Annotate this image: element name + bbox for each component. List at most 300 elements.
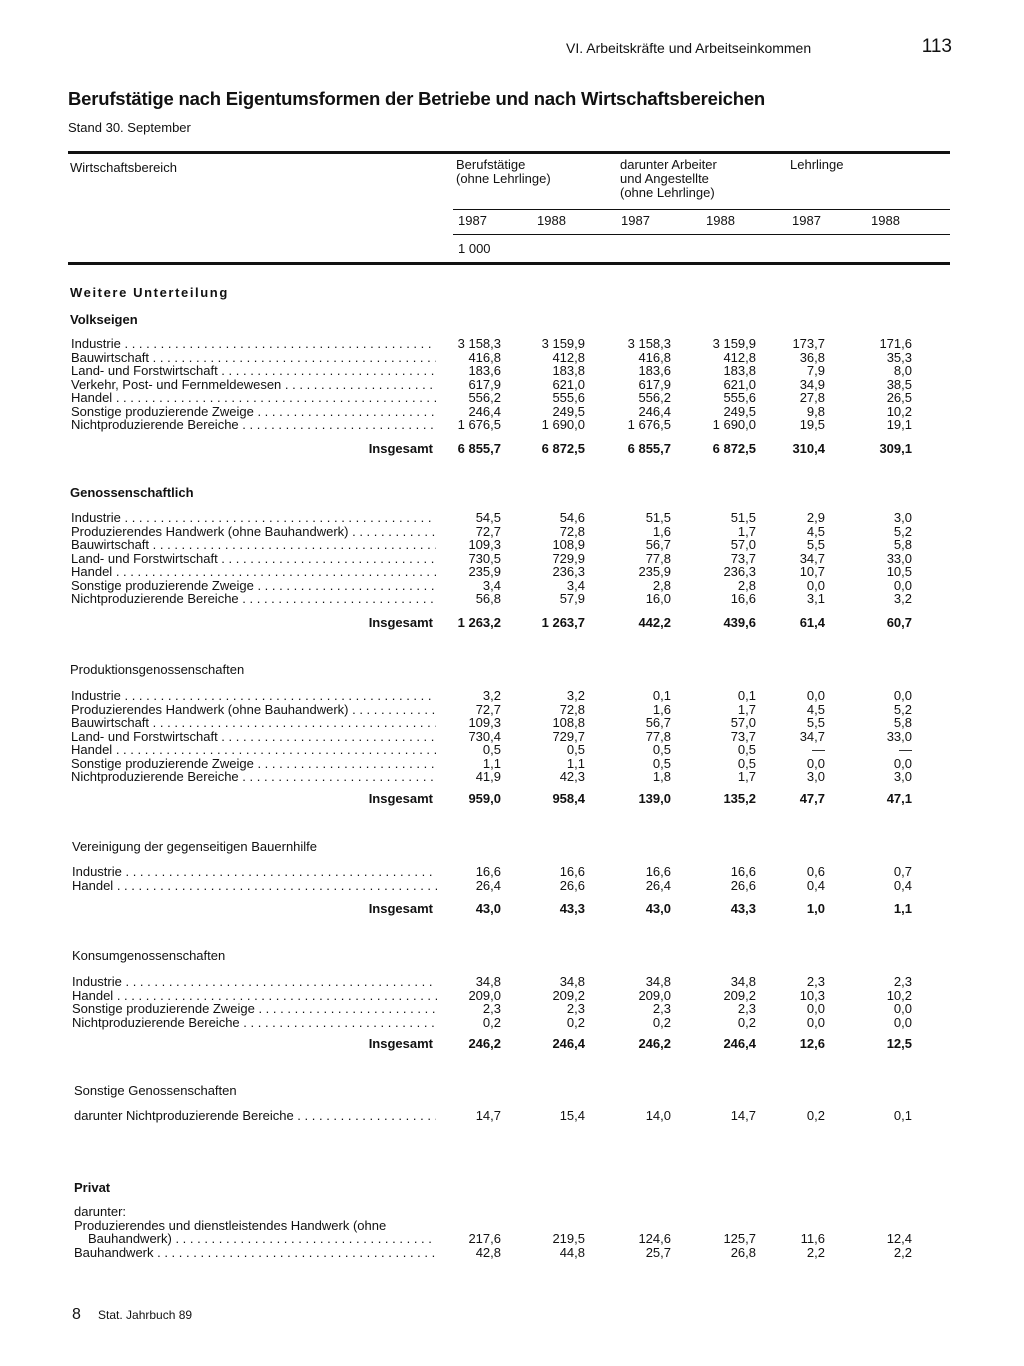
section-heading-privat: Privat: [74, 1180, 111, 1195]
year-header: 1987: [621, 213, 650, 228]
cell: 0,5: [652, 742, 671, 757]
cell: 16,6: [645, 864, 671, 879]
cell: 412,8: [723, 349, 756, 365]
row-label: Produzierendes Handwerk (ohne Bauhandwerk) . . .: [71, 525, 436, 539]
subdivision-heading: Weitere Unterteilung: [70, 285, 229, 300]
row-label: Handel . . .: [71, 391, 436, 405]
total-cell: 958,4: [552, 791, 585, 806]
row-label: Industrie . . .: [71, 689, 436, 703]
cell: 0,0: [893, 688, 912, 703]
cell: 217,6: [468, 1231, 501, 1246]
table-row: [0, 418, 1024, 432]
cell: 34,7: [799, 728, 825, 744]
cell: 77,8: [645, 550, 671, 566]
cell: 171,6: [879, 336, 912, 351]
cell: 10,5: [886, 564, 912, 579]
total-cell: 60,7: [886, 615, 912, 630]
cell: 72,7: [475, 523, 501, 539]
cell: 3 158,3: [457, 336, 501, 351]
cell: 0,5: [566, 742, 585, 757]
cell: —: [812, 742, 825, 757]
unit-label: 1 000: [458, 241, 491, 256]
cell: 2,3: [482, 1001, 501, 1016]
cell: 57,9: [559, 591, 585, 606]
section-heading-bauernhilfe: Vereinigung der gegenseitigen Bauernhilfe: [72, 839, 318, 854]
cell: 33,0: [886, 728, 912, 744]
cell: 10,3: [799, 987, 825, 1003]
row-label: Produzierendes Handwerk (ohne Bauhandwerk) . . .: [71, 703, 436, 717]
year-header: 1988: [871, 213, 900, 228]
cell: 5,8: [893, 537, 912, 552]
cell: 1,7: [737, 523, 756, 539]
row-label: Industrie . . .: [72, 865, 437, 879]
table-row: [0, 865, 1024, 879]
cell: 26,5: [886, 390, 912, 405]
total-cell: 43,0: [475, 901, 501, 916]
cell: 1 676,5: [627, 417, 671, 432]
cell: 555,6: [552, 390, 585, 405]
row-label-line1: Produzierendes und dienstleistendes Handwerk (ohne: [74, 1218, 387, 1233]
table-row: [0, 525, 1024, 539]
cell: 38,5: [886, 376, 912, 392]
cell: 109,3: [468, 537, 501, 552]
section-heading-sonstige-genossenschaften: Sonstige Genossenschaften: [74, 1083, 237, 1098]
total-cell: 246,2: [468, 1036, 501, 1051]
cell: 26,8: [730, 1245, 756, 1260]
column-header-workers-line1: darunter Arbeiter: [620, 157, 717, 172]
footer-text: Stat. Jahrbuch 89: [98, 1308, 193, 1322]
row-label: Handel . . .: [71, 743, 436, 757]
total-row: [0, 792, 1024, 806]
table-row: [0, 1246, 1024, 1260]
cell: 34,8: [730, 974, 756, 989]
row-label: Land- und Forstwirtschaft . . .: [71, 364, 436, 378]
cell: 1,1: [482, 755, 501, 771]
cell: 3,0: [893, 510, 912, 525]
year-header: 1987: [458, 213, 487, 228]
total-label: Insgesamt: [368, 1036, 433, 1051]
table-row: [0, 989, 1024, 1003]
cell: 14,0: [645, 1108, 671, 1123]
year-header: 1988: [706, 213, 735, 228]
section-heading-produktionsgenossenschaften: Produktionsgenossenschaften: [70, 662, 245, 677]
column-header-workers: [620, 158, 717, 200]
cell: 0,0: [893, 755, 912, 771]
table-row: [0, 579, 1024, 593]
row-label: Land- und Forstwirtschaft . . .: [71, 730, 436, 744]
cell: —: [899, 742, 912, 757]
cell: 109,3: [468, 715, 501, 730]
cell: 0,0: [806, 688, 825, 703]
cell: 14,7: [730, 1108, 756, 1123]
cell: 124,6: [638, 1231, 671, 1246]
cell: 34,8: [559, 974, 585, 989]
page-title: Berufstätige nach Eigentumsformen der Betriebe und nach Wirtschaftsbereichen: [68, 88, 766, 109]
row-label: Nichtproduzierende Bereiche . . .: [71, 418, 436, 432]
total-label: Insgesamt: [368, 901, 433, 916]
cell: 1,8: [652, 769, 671, 784]
total-cell: 47,7: [799, 791, 825, 806]
cell: 34,7: [799, 550, 825, 566]
cell: 12,4: [886, 1231, 912, 1246]
cell: 2,3: [806, 974, 825, 989]
cell: 209,2: [552, 987, 585, 1003]
cell: 0,6: [806, 864, 825, 879]
table-header-bottom-rule: [68, 262, 950, 265]
cell: 26,4: [645, 877, 671, 893]
total-cell: 43,3: [730, 901, 756, 916]
table-row: [0, 592, 1024, 606]
row-label: Industrie . . .: [72, 975, 437, 989]
cell: 617,9: [468, 376, 501, 392]
cell: 621,0: [723, 376, 756, 392]
total-cell: 1,1: [893, 901, 912, 916]
footer-sheet-number: 8: [72, 1306, 81, 1323]
total-cell: 246,2: [638, 1036, 671, 1051]
cell: 2,9: [806, 510, 825, 525]
cell: 0,2: [482, 1014, 501, 1030]
total-cell: 12,6: [799, 1036, 825, 1051]
page-number: 113: [921, 36, 952, 57]
cell: 36,8: [799, 349, 825, 365]
row-label: Nichtproduzierende Bereiche . . .: [71, 770, 436, 784]
cell: 44,8: [559, 1245, 585, 1260]
cell: 0,5: [737, 755, 756, 771]
row-label: Bauwirtschaft . . .: [71, 351, 436, 365]
cell: 235,9: [638, 564, 671, 579]
table-row: [0, 511, 1024, 525]
cell: 249,5: [723, 403, 756, 419]
cell: 42,8: [475, 1245, 501, 1260]
cell: 25,7: [645, 1245, 671, 1260]
cell: 5,5: [806, 715, 825, 730]
cell: 0,4: [893, 877, 912, 893]
total-row: [0, 1037, 1024, 1051]
cell: 125,7: [723, 1231, 756, 1246]
table-row: [0, 703, 1024, 717]
cell: 0,5: [482, 742, 501, 757]
column-header-workers-line3: (ohne Lehrlinge): [620, 185, 715, 200]
cell: 1 676,5: [457, 417, 501, 432]
cell: 2,2: [893, 1245, 912, 1260]
cell: 3,4: [566, 577, 585, 593]
cell: 8,0: [893, 363, 912, 378]
cell: 1,6: [652, 523, 671, 539]
total-cell: 1 263,2: [457, 615, 501, 630]
column-header-employed-line2: (ohne Lehrlinge): [456, 171, 551, 186]
cell: 26,6: [730, 877, 756, 893]
year-header: 1988: [537, 213, 566, 228]
running-header-section: VI. Arbeitskräfte und Arbeitseinkommen: [566, 40, 812, 56]
row-label: Sonstige produzierende Zweige . . .: [72, 1002, 437, 1016]
cell: 0,1: [652, 688, 671, 703]
cell: 11,6: [800, 1231, 825, 1246]
row-label: Land- und Forstwirtschaft . . .: [71, 552, 436, 566]
year-header: 1987: [792, 213, 821, 228]
row-label: Handel . . .: [72, 879, 437, 893]
row-label: Verkehr, Post- und Fernmeldewesen . . .: [71, 378, 436, 392]
cell: 235,9: [468, 564, 501, 579]
cell: 19,5: [799, 417, 825, 432]
cell: 16,6: [730, 864, 756, 879]
total-cell: 442,2: [638, 615, 671, 630]
table-top-rule: [68, 151, 950, 154]
table-row: [0, 716, 1024, 730]
total-cell: 6 872,5: [712, 441, 756, 456]
cell: 0,2: [806, 1108, 825, 1123]
table-row: [0, 337, 1024, 351]
cell: 1,7: [737, 701, 756, 717]
row-label: Industrie . . .: [71, 337, 436, 351]
cell: 57,0: [730, 715, 756, 730]
cell: 621,0: [552, 376, 585, 392]
cell: 16,6: [730, 591, 756, 606]
cell: 0,4: [806, 877, 825, 893]
cell: 77,8: [645, 728, 671, 744]
table-row: [0, 552, 1024, 566]
cell: 236,3: [552, 564, 585, 579]
total-cell: 12,5: [886, 1036, 912, 1051]
cell: 2,3: [652, 1001, 671, 1016]
row-label: Industrie . . .: [71, 511, 436, 525]
cell: 3,2: [893, 591, 912, 606]
section-heading-volkseigen: Volkseigen: [70, 312, 138, 327]
table-row: [0, 689, 1024, 703]
column-header-employed-line1: Berufstätige: [456, 157, 526, 172]
row-label: Nichtproduzierende Bereiche . . .: [72, 1016, 437, 1030]
cell: 3,1: [806, 591, 825, 606]
cell: 72,8: [559, 523, 585, 539]
table-row: [0, 1109, 1024, 1123]
section-heading-genossenschaftlich: Genossenschaftlich: [70, 485, 194, 500]
cell: 16,6: [475, 864, 501, 879]
cell: 0,1: [893, 1108, 912, 1123]
darunter-label: darunter:: [74, 1204, 127, 1219]
cell: 729,9: [552, 550, 585, 566]
total-cell: 246,4: [723, 1036, 756, 1051]
row-label: Sonstige produzierende Zweige . . .: [71, 579, 436, 593]
cell: 0,7: [893, 864, 912, 879]
cell: 35,3: [886, 349, 912, 365]
cell: 2,3: [737, 1001, 756, 1016]
cell: 57,0: [730, 537, 756, 552]
cell: 209,0: [638, 987, 671, 1003]
cell: 72,7: [475, 701, 501, 717]
cell: 56,7: [645, 537, 671, 552]
column-header-sector: Wirtschaftsbereich: [70, 160, 177, 175]
cell: 42,3: [559, 769, 585, 784]
cell: 34,8: [645, 974, 671, 989]
total-label: Insgesamt: [368, 791, 433, 806]
cell: 72,8: [559, 701, 585, 717]
row-label: Bauhandwerk) . . .: [88, 1232, 436, 1246]
cell: 10,7: [799, 564, 825, 579]
cell: 54,5: [475, 510, 501, 525]
total-cell: 959,0: [468, 791, 501, 806]
cell: 1,6: [652, 701, 671, 717]
total-cell: 1 263,7: [541, 615, 585, 630]
cell: 26,4: [475, 877, 501, 893]
table-row: [0, 1016, 1024, 1030]
cell: 51,5: [645, 510, 671, 525]
row-label: Sonstige produzierende Zweige . . .: [71, 757, 436, 771]
cell: 1,7: [737, 769, 756, 784]
column-header-employed: [456, 158, 551, 186]
row-label: Sonstige produzierende Zweige . . .: [71, 405, 436, 419]
table-row: [0, 364, 1024, 378]
cell: 14,7: [475, 1108, 501, 1123]
cell: 3 159,9: [541, 336, 585, 351]
cell: 183,6: [638, 363, 671, 378]
cell: 416,8: [468, 349, 501, 365]
cell: 33,0: [886, 550, 912, 566]
cell: 729,7: [552, 728, 585, 744]
cell: 4,5: [806, 523, 825, 539]
cell: 3,2: [566, 688, 585, 703]
cell: 0,0: [806, 1001, 825, 1016]
cell: 246,4: [468, 403, 501, 419]
cell: 2,2: [806, 1245, 825, 1260]
cell: 73,7: [730, 550, 756, 566]
column-header-workers-line2: und Angestellte: [620, 171, 709, 186]
cell: 9,8: [806, 403, 825, 419]
cell: 556,2: [638, 390, 671, 405]
table-row: [0, 538, 1024, 552]
cell: 10,2: [886, 987, 912, 1003]
total-cell: 139,0: [638, 791, 671, 806]
total-cell: 6 855,7: [457, 441, 501, 456]
total-cell: 1,0: [806, 901, 825, 916]
cell: 51,5: [730, 510, 756, 525]
cell: 555,6: [723, 390, 756, 405]
unit-top-rule: [453, 234, 950, 235]
cell: 3,2: [482, 688, 501, 703]
cell: 3,0: [806, 769, 825, 784]
total-row: [0, 616, 1024, 630]
cell: 56,7: [645, 715, 671, 730]
cell: 4,5: [806, 701, 825, 717]
cell: 5,5: [806, 537, 825, 552]
cell: 1,1: [566, 755, 585, 771]
cell: 556,2: [468, 390, 501, 405]
cell: 416,8: [638, 349, 671, 365]
cell: 34,9: [799, 376, 825, 392]
total-cell: 439,6: [723, 615, 756, 630]
page-subtitle: Stand 30. September: [68, 120, 191, 135]
cell: 56,8: [475, 591, 501, 606]
table-row: [0, 378, 1024, 392]
cell: 5,2: [893, 701, 912, 717]
cell: 617,9: [638, 376, 671, 392]
total-cell: 246,4: [552, 1036, 585, 1051]
cell: 0,5: [737, 742, 756, 757]
cell: 183,6: [468, 363, 501, 378]
cell: 73,7: [730, 728, 756, 744]
cell: 0,0: [893, 577, 912, 593]
cell: 7,9: [806, 363, 825, 378]
cell: 183,8: [723, 363, 756, 378]
row-label: Handel . . .: [71, 565, 436, 579]
cell: 0,0: [806, 1014, 825, 1030]
row-label: Bauwirtschaft . . .: [71, 716, 436, 730]
row-label: Bauwirtschaft . . .: [71, 538, 436, 552]
table-row: [0, 879, 1024, 893]
cell: 1 690,0: [541, 417, 585, 432]
cell: 0,2: [737, 1014, 756, 1030]
cell: 730,5: [468, 550, 501, 566]
cell: 730,4: [468, 728, 501, 744]
total-cell: 61,4: [799, 615, 825, 630]
row-label: Nichtproduzierende Bereiche . . .: [71, 592, 436, 606]
table-row: [0, 391, 1024, 405]
cell: 249,5: [552, 403, 585, 419]
cell: 5,8: [893, 715, 912, 730]
cell: 10,2: [886, 403, 912, 419]
cell: 1 690,0: [712, 417, 756, 432]
total-cell: 135,2: [723, 791, 756, 806]
cell: 19,1: [886, 417, 912, 432]
total-cell: 6 855,7: [627, 441, 671, 456]
total-row: [0, 902, 1024, 916]
total-cell: 6 872,5: [541, 441, 585, 456]
cell: 27,8: [799, 390, 825, 405]
cell: 16,6: [559, 864, 585, 879]
row-label: Handel . . .: [72, 989, 437, 1003]
cell: 209,0: [468, 987, 501, 1003]
cell: 2,3: [566, 1001, 585, 1016]
total-cell: 310,4: [792, 441, 825, 456]
cell: 26,6: [559, 877, 585, 893]
table-row: [0, 730, 1024, 744]
table-row: [0, 351, 1024, 365]
cell: 2,8: [737, 577, 756, 593]
cell: 0,2: [566, 1014, 585, 1030]
row-label: darunter Nichtproduzierende Bereiche . . .: [74, 1109, 436, 1123]
cell: 246,4: [638, 403, 671, 419]
cell: 5,2: [893, 523, 912, 539]
column-header-apprentices: Lehrlinge: [790, 157, 844, 172]
table-row: [0, 743, 1024, 757]
total-row: [0, 442, 1024, 456]
year-top-rule: [453, 209, 950, 210]
table-row: [0, 757, 1024, 771]
cell: 219,5: [552, 1231, 585, 1246]
table-row: [0, 1002, 1024, 1016]
cell: 2,8: [652, 577, 671, 593]
cell: 412,8: [552, 349, 585, 365]
table-row: [0, 565, 1024, 579]
cell: 108,9: [552, 537, 585, 552]
table-row: [0, 770, 1024, 784]
cell: 15,4: [559, 1108, 585, 1123]
total-cell: 47,1: [886, 791, 912, 806]
cell: 173,7: [792, 336, 825, 351]
cell: 16,0: [645, 591, 671, 606]
total-cell: 43,3: [559, 901, 585, 916]
cell: 41,9: [475, 769, 501, 784]
total-cell: 309,1: [879, 441, 912, 456]
table-row: [0, 1232, 1024, 1246]
cell: 2,3: [893, 974, 912, 989]
cell: 0,2: [652, 1014, 671, 1030]
cell: 0,0: [893, 1014, 912, 1030]
cell: 0,0: [806, 755, 825, 771]
cell: 0,1: [737, 688, 756, 703]
cell: 3,4: [482, 577, 501, 593]
row-label: Bauhandwerk . . .: [74, 1246, 436, 1260]
table-row: [0, 405, 1024, 419]
cell: 108,8: [552, 715, 585, 730]
